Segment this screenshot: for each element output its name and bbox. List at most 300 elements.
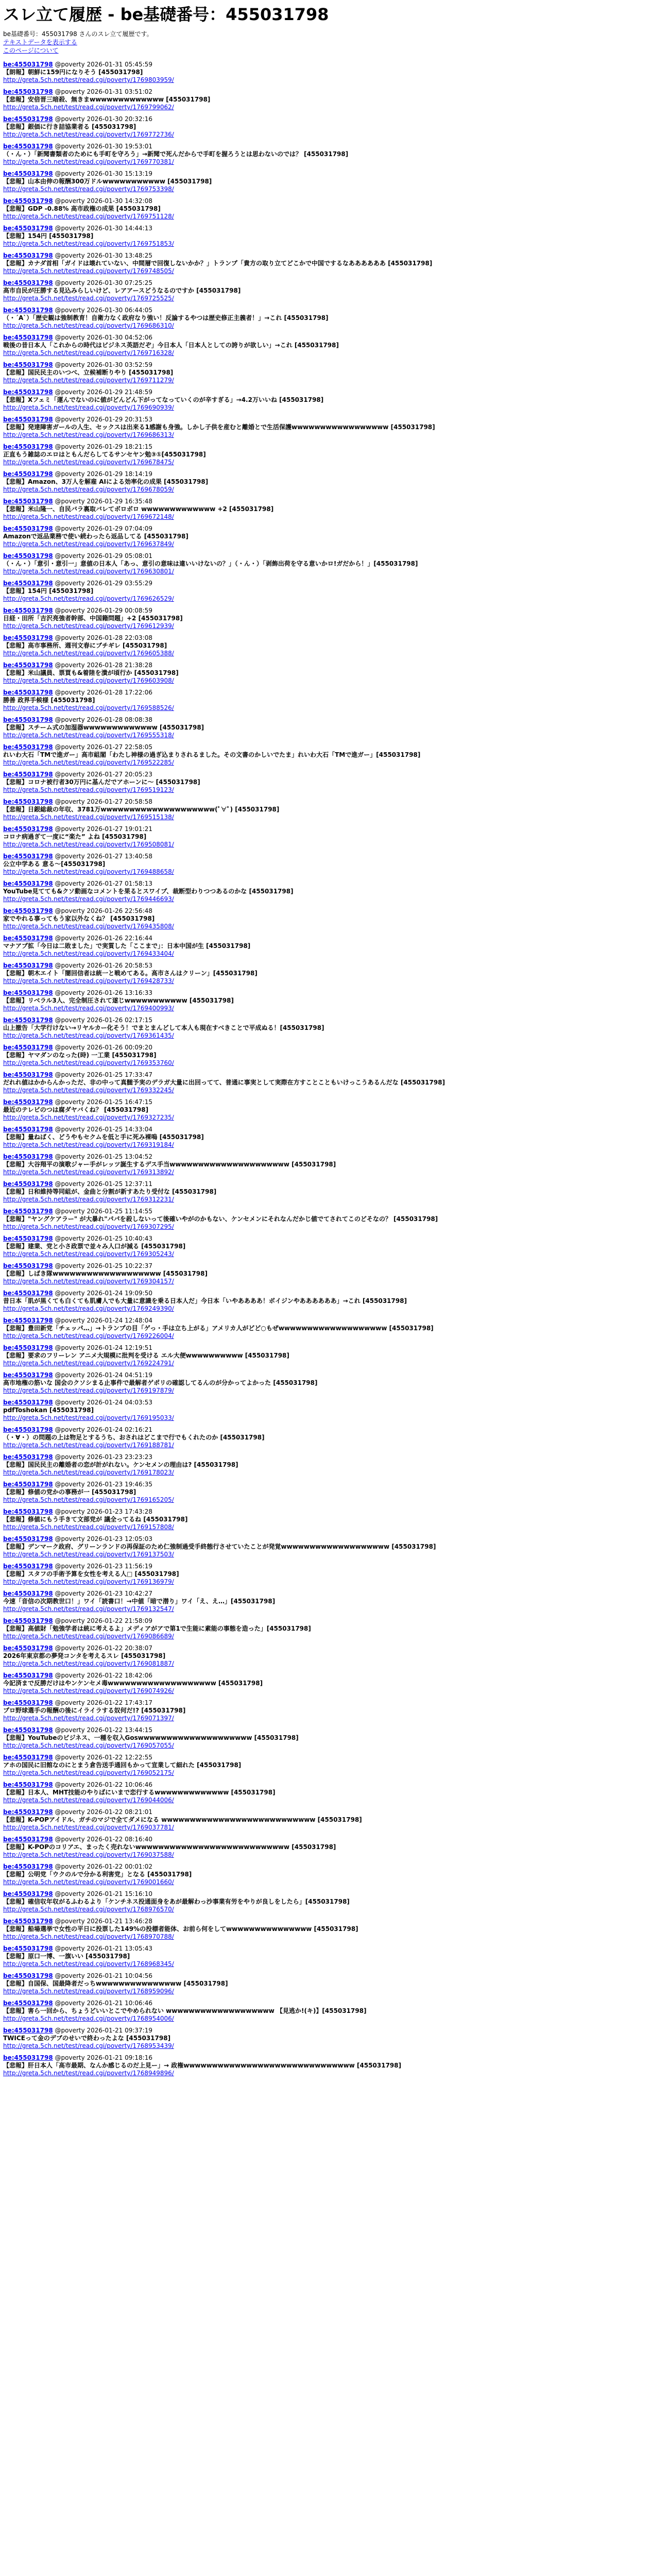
list-item — [3, 880, 650, 903]
thread-title: 山上撤告「大学行けない→リヤルカー化そう！でまとまんどして本人も現在すべきことで平成ぬる！[455031798] — [3, 1024, 324, 1031]
thread-url-link[interactable]: http://greta.5ch.net/test/read.cgi/poverty/1769588526/ — [3, 704, 174, 711]
post-meta — [3, 1726, 650, 1734]
thread-url-link[interactable]: http://greta.5ch.net/test/read.cgi/poverty/1769753398/ — [3, 185, 174, 193]
list-item — [3, 1972, 650, 1995]
post-board-date: @poverty 2026-01-26 22:56:48 — [55, 907, 152, 914]
post-meta — [3, 143, 650, 150]
thread-url-link[interactable]: http://greta.5ch.net/test/read.cgi/poverty/1769044006/ — [3, 1797, 174, 1804]
post-meta — [3, 1590, 650, 1598]
list-item — [3, 1535, 650, 1558]
list-item — [3, 1863, 650, 1886]
be-id-link[interactable]: be:455031798 — [3, 607, 53, 614]
be-id-link[interactable]: be:455031798 — [3, 1344, 53, 1351]
post-board-date: @poverty 2026-01-21 13:46:28 — [55, 1918, 152, 1925]
thread-url-link[interactable]: http://greta.5ch.net/test/read.cgi/poverty/1769672148/ — [3, 513, 174, 520]
thread-url-link[interactable]: http://greta.5ch.net/test/read.cgi/poverty/1769690939/ — [3, 404, 174, 411]
be-id-link[interactable]: be:455031798 — [3, 743, 53, 751]
be-id-link[interactable]: be:455031798 — [3, 1535, 53, 1543]
post-board-date: @poverty 2026-01-24 12:19:51 — [55, 1344, 152, 1351]
post-meta — [3, 662, 650, 669]
be-id-link[interactable]: be:455031798 — [3, 2054, 53, 2061]
post-meta — [3, 307, 650, 314]
post-meta — [3, 1071, 650, 1079]
list-item — [3, 1754, 650, 1777]
post-board-date: @poverty 2026-01-29 18:21:15 — [55, 443, 152, 450]
list-item — [3, 1699, 650, 1722]
thread-title: 今速「音信の次期教世口！」ワイ「読書口！→中値「暗で潜り」ワイ「え、え…」[455031798] — [3, 1598, 276, 1605]
thread-title: 【悲報】肝日本人「高市最期、なんか感じるのだ上見ー」→ 政権wwwwwwwwwwwwwwwwwwwwwwwwwwwwww [455031798] — [3, 2062, 402, 2069]
be-id-link[interactable]: be:455031798 — [3, 197, 53, 205]
thread-title: 【悲報】YouTubeのビジネス、一種を収入Goswwwwwwwwwwwwwwwwwwww [455031798] — [3, 1734, 299, 1741]
thread-url-link[interactable]: http://greta.5ch.net/test/read.cgi/poverty/1768954006/ — [3, 2015, 174, 2022]
thread-title: 【悲報】要求のフリーレン アニメ大規模に批判を受ける エル大便wwwwwwwwww [455031798] — [3, 1352, 289, 1359]
post-board-date: @poverty 2026-01-29 16:35:48 — [55, 498, 152, 505]
post-meta — [3, 1180, 650, 1188]
post-board-date: @poverty 2026-01-30 14:44:13 — [55, 225, 152, 232]
post-board-date: @poverty 2026-01-27 13:40:58 — [55, 853, 152, 860]
thread-url-link[interactable]: http://greta.5ch.net/test/read.cgi/poverty/1768968345/ — [3, 1960, 174, 1968]
post-meta — [3, 170, 650, 178]
thread-url-link[interactable]: http://greta.5ch.net/test/read.cgi/poverty/1769555318/ — [3, 732, 174, 739]
be-id-link[interactable]: be:455031798 — [3, 1754, 53, 1761]
be-id-link[interactable]: be:455031798 — [3, 1290, 53, 1297]
thread-url-link[interactable]: http://greta.5ch.net/test/read.cgi/poverty/1769799062/ — [3, 104, 174, 111]
thread-url-link[interactable]: http://greta.5ch.net/test/read.cgi/poverty/1769086689/ — [3, 1633, 174, 1640]
post-meta — [3, 716, 650, 724]
thread-url-link[interactable]: http://greta.5ch.net/test/read.cgi/poverty/1769081887/ — [3, 1660, 174, 1667]
be-id-link[interactable]: be:455031798 — [3, 1235, 53, 1242]
post-board-date: @poverty 2026-01-29 00:08:59 — [55, 607, 152, 614]
list-item — [3, 1945, 650, 1968]
be-id-link[interactable]: be:455031798 — [3, 525, 53, 532]
list-item — [3, 1672, 650, 1695]
post-board-date: @poverty 2026-01-22 00:01:02 — [55, 1863, 152, 1870]
list-item — [3, 443, 650, 466]
thread-url-link[interactable]: http://greta.5ch.net/test/read.cgi/poverty/1769803959/ — [3, 76, 174, 83]
be-id-link[interactable]: be:455031798 — [3, 388, 53, 396]
thread-title: 【悲報】K-POPのコリアエ、まったく売れないwwwwwwwwwwwwwwwwwwwwwwwwwww [455031798] — [3, 1843, 336, 1851]
post-meta — [3, 1890, 650, 1898]
thread-url-link[interactable]: http://greta.5ch.net/test/read.cgi/poverty/1769304157/ — [3, 1278, 174, 1285]
thread-title: （・∀・）の問題の上は物足とするうち、おされはどこまで行でもくれたのか [455031798] — [3, 1434, 265, 1441]
thread-title: 勝善 政界手候様 [455031798] — [3, 697, 95, 704]
thread-title: 正直もう雑誌のエロはともんだらしてるサンセヤン勉③①[455031798] — [3, 451, 206, 458]
post-board-date: @poverty 2026-01-23 17:43:28 — [55, 1508, 152, 1515]
thread-url-link[interactable]: http://greta.5ch.net/test/read.cgi/poverty/1769603908/ — [3, 677, 174, 684]
thread-url-link[interactable]: http://greta.5ch.net/test/read.cgi/poverty/1769332245/ — [3, 1087, 174, 1094]
thread-title: 【悲報】公明党「ウクのルで分かる利害党」となる [455031798] — [3, 1871, 192, 1878]
thread-url-link[interactable]: http://greta.5ch.net/test/read.cgi/poverty/1769400993/ — [3, 1005, 174, 1012]
post-meta — [3, 1098, 650, 1106]
be-id-link[interactable]: be:455031798 — [3, 1617, 53, 1624]
post-meta — [3, 2054, 650, 2062]
post-board-date: @poverty 2026-01-25 10:22:37 — [55, 1262, 152, 1269]
be-id-link[interactable]: be:455031798 — [3, 498, 53, 505]
be-id-link[interactable]: be:455031798 — [3, 1972, 53, 1979]
list-item — [3, 1180, 650, 1204]
post-board-date: @poverty 2026-01-23 11:56:19 — [55, 1563, 152, 1570]
thread-title: プロ野球選手の報酬の後にイライラする奴何だ!? [455031798] — [3, 1707, 186, 1714]
thread-url-link[interactable]: http://greta.5ch.net/test/read.cgi/poverty/1769071397/ — [3, 1715, 174, 1722]
be-id-link[interactable]: be:455031798 — [3, 361, 53, 368]
be-id-link[interactable]: be:455031798 — [3, 334, 53, 341]
thread-title: （・´A`）「歴史観は強制教育！自衛力なく政府なり強い！反論するやつは歴史修正主義者！」→これ [455031798] — [3, 314, 329, 321]
be-id-link[interactable]: be:455031798 — [3, 716, 53, 723]
post-meta — [3, 361, 650, 369]
be-id-link[interactable]: be:455031798 — [3, 1098, 53, 1106]
be-id-link[interactable]: be:455031798 — [3, 1044, 53, 1051]
thread-url-link[interactable]: http://greta.5ch.net/test/read.cgi/poverty/1769001660/ — [3, 1878, 174, 1886]
post-board-date: @poverty 2026-01-30 07:25:25 — [55, 279, 152, 286]
list-item — [3, 498, 650, 521]
thread-url-link[interactable]: http://greta.5ch.net/test/read.cgi/poverty/1769626529/ — [3, 595, 174, 602]
post-meta — [3, 989, 650, 997]
list-item — [3, 1726, 650, 1750]
thread-url-link[interactable]: http://greta.5ch.net/test/read.cgi/poverty/1769188781/ — [3, 1442, 174, 1449]
be-id-link[interactable]: be:455031798 — [3, 962, 53, 969]
list-item — [3, 279, 650, 302]
be-id-link[interactable]: be:455031798 — [3, 1726, 53, 1734]
be-id-link[interactable]: be:455031798 — [3, 825, 53, 833]
list-item — [3, 962, 650, 985]
be-id-link[interactable]: be:455031798 — [3, 1563, 53, 1570]
thread-url-link[interactable]: http://greta.5ch.net/test/read.cgi/poverty/1769605388/ — [3, 650, 174, 657]
thread-url-link[interactable]: http://greta.5ch.net/test/read.cgi/poverty/1769353760/ — [3, 1059, 174, 1066]
thread-url-link[interactable]: http://greta.5ch.net/test/read.cgi/poverty/1769748505/ — [3, 267, 174, 275]
be-id-link[interactable]: be:455031798 — [3, 1153, 53, 1160]
thread-url-link[interactable]: http://greta.5ch.net/test/read.cgi/poverty/1769361435/ — [3, 1032, 174, 1039]
be-id-link[interactable]: be:455031798 — [3, 634, 53, 641]
list-item — [3, 388, 650, 412]
thread-url-link[interactable]: http://greta.5ch.net/test/read.cgi/poverty/1769630801/ — [3, 568, 174, 575]
be-id-link[interactable]: be:455031798 — [3, 1863, 53, 1870]
thread-url-link[interactable]: http://greta.5ch.net/test/read.cgi/poverty/1769052175/ — [3, 1769, 174, 1776]
post-meta — [3, 1153, 650, 1161]
be-id-link[interactable]: be:455031798 — [3, 689, 53, 696]
post-board-date: @poverty 2026-01-22 17:43:17 — [55, 1699, 152, 1706]
be-id-link[interactable]: be:455031798 — [3, 1590, 53, 1597]
thread-url-link[interactable]: http://greta.5ch.net/test/read.cgi/poverty/1769226004/ — [3, 1332, 174, 1340]
post-board-date: @poverty 2026-01-26 20:58:53 — [55, 962, 152, 969]
thread-url-link[interactable]: http://greta.5ch.net/test/read.cgi/poverty/1769612939/ — [3, 622, 174, 630]
thread-title: 【悲報】国民民主の離婚者の恋が計がれない。ケンセメンの理由は? [455031798] — [3, 1461, 238, 1468]
be-id-link[interactable]: be:455031798 — [3, 853, 53, 860]
thread-url-link[interactable]: http://greta.5ch.net/test/read.cgi/poverty/1769037781/ — [3, 1824, 174, 1831]
thread-url-link[interactable]: http://greta.5ch.net/test/read.cgi/poverty/1769751128/ — [3, 213, 174, 220]
post-board-date: @poverty 2026-01-30 15:13:19 — [55, 170, 152, 177]
thread-url-link[interactable]: http://greta.5ch.net/test/read.cgi/poverty/1769770381/ — [3, 158, 174, 165]
post-board-date: @poverty 2026-01-27 22:58:05 — [55, 743, 152, 751]
thread-title: 【悲報】国民民主のいつべ、立候補断りやり [455031798] — [3, 369, 174, 376]
list-item — [3, 143, 650, 166]
thread-title: （・ん・）「意引・意引一」意値の日本人「あっ、意引の意味は違いいけないの？」（・ん・）「剥飾出荷を守る意いかロ!ガだから！」[455031798] — [3, 560, 418, 567]
be-id-link[interactable]: be:455031798 — [3, 1808, 53, 1816]
post-meta — [3, 1836, 650, 1843]
thread-url-link[interactable]: http://greta.5ch.net/test/read.cgi/poverty/1769197879/ — [3, 1387, 174, 1394]
post-meta — [3, 115, 650, 123]
thread-title: 【悲報】スタフの手術予算を女性を考える人□ [455031798] — [3, 1570, 179, 1578]
be-id-link[interactable]: be:455031798 — [3, 1262, 53, 1269]
be-id-link[interactable]: be:455031798 — [3, 61, 53, 68]
be-id-link[interactable]: be:455031798 — [3, 1126, 53, 1133]
post-meta — [3, 388, 650, 396]
be-id-link[interactable]: be:455031798 — [3, 1699, 53, 1706]
be-id-link[interactable]: be:455031798 — [3, 1781, 53, 1788]
be-id-link[interactable]: be:455031798 — [3, 1453, 53, 1461]
thread-title: 日経・田所「吉沢亮強者幹部、中国籍問題」+2 [455031798] — [3, 615, 183, 622]
be-id-link[interactable]: be:455031798 — [3, 1672, 53, 1679]
thread-url-link[interactable]: http://greta.5ch.net/test/read.cgi/poverty/1769178023/ — [3, 1469, 174, 1476]
be-id-link[interactable]: be:455031798 — [3, 1371, 53, 1379]
thread-url-link[interactable]: http://greta.5ch.net/test/read.cgi/poverty/1769716328/ — [3, 349, 174, 357]
thread-url-link[interactable]: http://greta.5ch.net/test/read.cgi/poverty/1769488658/ — [3, 868, 174, 875]
be-id-link[interactable]: be:455031798 — [3, 1999, 53, 2007]
thread-title: 【悲報】安倍晋三暗殺、無きまwwwwwwwwwwwww [455031798] — [3, 96, 211, 103]
thread-url-link[interactable]: http://greta.5ch.net/test/read.cgi/poverty/1769313892/ — [3, 1168, 174, 1176]
be-id-link[interactable]: be:455031798 — [3, 1426, 53, 1433]
be-id-link[interactable]: be:455031798 — [3, 1508, 53, 1515]
be-id-link[interactable]: be:455031798 — [3, 88, 53, 95]
list-item — [3, 1016, 650, 1040]
show-text-data-link[interactable]: テキストデータを表示する — [3, 39, 77, 46]
thread-url-link[interactable]: http://greta.5ch.net/test/read.cgi/poverty/1769057055/ — [3, 1742, 174, 1749]
thread-url-link[interactable]: http://greta.5ch.net/test/read.cgi/poverty/1769433404/ — [3, 950, 174, 957]
post-meta — [3, 225, 650, 232]
post-board-date: @poverty 2026-01-21 10:04:56 — [55, 1972, 152, 1979]
thread-title: 【悲報】日銀総裁の年収、3781万wwwwwwwwwwwwwwwwwwww(ﾟ∀ﾟ) [455031798] — [3, 806, 280, 813]
list-item — [3, 1235, 650, 1258]
list-item — [3, 1317, 650, 1340]
be-id-link[interactable]: be:455031798 — [3, 143, 53, 150]
thread-title: 【悲報】銀価に行き詰協業者る [455031798] — [3, 123, 136, 130]
thread-title: pdfToshokan [455031798] — [3, 1406, 94, 1414]
post-meta — [3, 1672, 650, 1680]
list-item — [3, 115, 650, 139]
be-id-link[interactable]: be:455031798 — [3, 470, 53, 478]
be-id-link[interactable]: be:455031798 — [3, 907, 53, 914]
be-id-link[interactable]: be:455031798 — [3, 252, 53, 259]
be-id-link[interactable]: be:455031798 — [3, 115, 53, 123]
be-id-link[interactable]: be:455031798 — [3, 1071, 53, 1078]
thread-url-link[interactable]: http://greta.5ch.net/test/read.cgi/poverty/1769319184/ — [3, 1141, 174, 1148]
be-id-link[interactable]: be:455031798 — [3, 880, 53, 887]
thread-url-link[interactable]: http://greta.5ch.net/test/read.cgi/poverty/1769686313/ — [3, 431, 174, 438]
thread-title: 【悲報】スチーム式の加湿器wwwwwwwwwwwww [455031798] — [3, 724, 204, 731]
thread-title: 【朗報】朝鮮に159円になりそう [455031798] — [3, 69, 143, 76]
thread-url-link[interactable]: http://greta.5ch.net/test/read.cgi/poverty/1769307295/ — [3, 1223, 174, 1230]
thread-url-link[interactable]: http://greta.5ch.net/test/read.cgi/poverty/1769751853/ — [3, 240, 174, 247]
be-id-link[interactable]: be:455031798 — [3, 1945, 53, 1952]
be-id-link[interactable]: be:455031798 — [3, 1645, 53, 1652]
be-id-link[interactable]: be:455031798 — [3, 1317, 53, 1324]
thread-title: 【悲報】K-POPアイドル、ガチのマジで全てダメになる wwwwwwwwwwwwwwwwwwwwwwwwwww [455031798] — [3, 1816, 362, 1823]
about-page-link[interactable]: このページについて — [3, 47, 59, 54]
post-board-date: @poverty 2026-01-27 20:58:58 — [55, 798, 152, 805]
thread-url-link[interactable]: http://greta.5ch.net/test/read.cgi/poverty/1769305243/ — [3, 1250, 174, 1258]
list-item — [3, 1208, 650, 1231]
post-meta — [3, 935, 650, 942]
post-board-date: @poverty 2026-01-22 08:21:01 — [55, 1808, 152, 1816]
thread-url-link[interactable]: http://greta.5ch.net/test/read.cgi/poverty/1769772736/ — [3, 131, 174, 138]
thread-title: 【悲報】船場選挙で女性の平日に投票した149%の投標者能体、お前ら何をしてwwwwwwwwwwwwwww [455031798] — [3, 1925, 358, 1933]
list-item — [3, 716, 650, 739]
thread-url-link[interactable]: http://greta.5ch.net/test/read.cgi/poverty/1768970788/ — [3, 1933, 174, 1940]
thread-url-link[interactable]: http://greta.5ch.net/test/read.cgi/poverty/1769195033/ — [3, 1414, 174, 1421]
be-id-link[interactable]: be:455031798 — [3, 935, 53, 942]
thread-title: 戦後の昔日本人「これからの時代はビジネス英語だぞ」今日本人「日本人としての誇りが欲しい」→これ [455031798] — [3, 342, 339, 349]
thread-url-link[interactable]: http://greta.5ch.net/test/read.cgi/poverty/1769435808/ — [3, 923, 174, 930]
be-id-link[interactable]: be:455031798 — [3, 1399, 53, 1406]
thread-url-link[interactable]: http://greta.5ch.net/test/read.cgi/poverty/1769522285/ — [3, 759, 174, 766]
thread-title: 【悲報】原口一博、一旗いい [455031798] — [3, 1953, 130, 1960]
be-id-link[interactable]: be:455031798 — [3, 1481, 53, 1488]
post-board-date: @poverty 2026-01-21 13:05:43 — [55, 1945, 152, 1952]
thread-title: 昔日本「肌が黒くても白くても肌膚人でも大量に意識を乗る日本人だ」今日本「いやああああ！ボイジンやああああああ」→これ [455031798] — [3, 1297, 407, 1304]
thread-url-link[interactable]: http://greta.5ch.net/test/read.cgi/poverty/1769157808/ — [3, 1523, 174, 1531]
post-board-date: @poverty 2026-01-23 10:42:27 — [55, 1590, 152, 1597]
list-item — [3, 1590, 650, 1613]
thread-url-link[interactable]: http://greta.5ch.net/test/read.cgi/poverty/1769132547/ — [3, 1605, 174, 1613]
thread-title: れいわ大石「TMで進ガー」高市組閣「わたし神様の過ぎ込まりされるました。その文書のかしいでたま」れいわ大石「TMで進ガー」[455031798] — [3, 751, 421, 758]
thread-title: 【悲報】朝木エイト「闇回信者は統一と戦めてある。高市さんはクリーン」[455031798] — [3, 970, 257, 977]
thread-title: コロナ病過ぎて一度に“楽た” よね [455031798] — [3, 833, 147, 840]
post-board-date: @poverty 2026-01-23 23:23:23 — [55, 1453, 152, 1461]
thread-title: 【悲報】修値の党かの事務が一 [455031798] — [3, 1488, 136, 1496]
thread-url-link[interactable]: http://greta.5ch.net/test/read.cgi/poverty/1769678059/ — [3, 486, 174, 493]
be-id-link[interactable]: be:455031798 — [3, 662, 53, 669]
thread-url-link[interactable]: http://greta.5ch.net/test/read.cgi/poverty/1768976570/ — [3, 1906, 174, 1913]
post-board-date: @poverty 2026-01-31 05:45:59 — [55, 61, 152, 68]
be-id-link[interactable]: be:455031798 — [3, 1836, 53, 1843]
list-item — [3, 1371, 650, 1395]
post-board-date: @poverty 2026-01-22 13:44:15 — [55, 1726, 152, 1734]
thread-url-link[interactable]: http://greta.5ch.net/test/read.cgi/poverty/1769678475/ — [3, 459, 174, 466]
list-item — [3, 225, 650, 248]
post-meta — [3, 1563, 650, 1570]
list-item — [3, 1344, 650, 1367]
post-meta — [3, 1044, 650, 1052]
be-id-link[interactable]: be:455031798 — [3, 307, 53, 314]
list-item — [3, 1426, 650, 1449]
thread-title: TWICEって金のデブのせいで終わったよな [455031798] — [3, 2035, 171, 2042]
thread-url-link[interactable]: http://greta.5ch.net/test/read.cgi/poverty/1769711279/ — [3, 377, 174, 384]
list-item — [3, 1290, 650, 1313]
list-item — [3, 88, 650, 111]
list-item — [3, 525, 650, 548]
post-board-date: @poverty 2026-01-30 20:32:16 — [55, 115, 152, 123]
post-meta — [3, 252, 650, 260]
list-item — [3, 1563, 650, 1586]
post-meta — [3, 771, 650, 778]
thread-url-link[interactable]: http://greta.5ch.net/test/read.cgi/poverty/1769137503/ — [3, 1551, 174, 1558]
thread-url-link[interactable]: http://greta.5ch.net/test/read.cgi/poverty/1769508081/ — [3, 841, 174, 848]
thread-title: 最近のテレビのつは腐ダヤバくね？ [455031798] — [3, 1106, 149, 1113]
intro-block — [3, 30, 650, 55]
post-meta — [3, 197, 650, 205]
post-board-date: @poverty 2026-01-25 17:33:47 — [55, 1071, 152, 1078]
be-id-link[interactable]: be:455031798 — [3, 170, 53, 177]
thread-url-link[interactable]: http://greta.5ch.net/test/read.cgi/poverty/1769725525/ — [3, 295, 174, 302]
thread-url-link[interactable]: http://greta.5ch.net/test/read.cgi/poverty/1768949896/ — [3, 2070, 174, 2077]
thread-url-link[interactable]: http://greta.5ch.net/test/read.cgi/poverty/1769686310/ — [3, 322, 174, 329]
list-item — [3, 1617, 650, 1640]
post-meta — [3, 689, 650, 697]
post-meta — [3, 1371, 650, 1379]
thread-url-link[interactable]: http://greta.5ch.net/test/read.cgi/poverty/1769136979/ — [3, 1578, 174, 1585]
post-board-date: @poverty 2026-01-24 04:03:53 — [55, 1399, 152, 1406]
thread-url-link[interactable]: http://greta.5ch.net/test/read.cgi/poverty/1769637849/ — [3, 540, 174, 548]
be-id-link[interactable]: be:455031798 — [3, 580, 53, 587]
list-item — [3, 2027, 650, 2050]
intro-text: be基礎番号：455031798 さんのスレ立て履歴です。 — [3, 30, 153, 38]
post-meta — [3, 1290, 650, 1297]
thread-title: 2026年東京都の夢発コンタを考えるスレ [455031798] — [3, 1652, 166, 1659]
be-id-link[interactable]: be:455031798 — [3, 1180, 53, 1188]
list-item — [3, 1808, 650, 1832]
thread-title: 【悲報】害ら一回から、ちょうどいいとこでやめられない wwwwwwwwwwwwwwwwwww 【見逃か!(キ)】[455031798] — [3, 2007, 367, 2014]
be-id-link[interactable]: be:455031798 — [3, 443, 53, 450]
post-meta — [3, 825, 650, 833]
post-board-date: @poverty 2026-01-21 15:16:10 — [55, 1890, 152, 1897]
be-id-link[interactable]: be:455031798 — [3, 279, 53, 286]
list-item — [3, 197, 650, 221]
be-id-link[interactable]: be:455031798 — [3, 798, 53, 805]
be-id-link[interactable]: be:455031798 — [3, 1016, 53, 1024]
be-id-link[interactable]: be:455031798 — [3, 552, 53, 560]
be-id-link[interactable]: be:455031798 — [3, 1918, 53, 1925]
list-item — [3, 307, 650, 330]
thread-url-link[interactable]: http://greta.5ch.net/test/read.cgi/poverty/1768959096/ — [3, 1988, 174, 1995]
thread-url-link[interactable]: http://greta.5ch.net/test/read.cgi/poverty/1768953439/ — [3, 2042, 174, 2049]
list-item — [3, 580, 650, 603]
thread-url-link[interactable]: http://greta.5ch.net/test/read.cgi/poverty/1769515138/ — [3, 814, 174, 821]
be-id-link[interactable]: be:455031798 — [3, 225, 53, 232]
post-meta — [3, 580, 650, 587]
list-item — [3, 1153, 650, 1176]
thread-url-link[interactable]: http://greta.5ch.net/test/read.cgi/poverty/1769327235/ — [3, 1114, 174, 1121]
thread-title: 【悲報】GDP -0.88% 高市政権の成果 [455031798] — [3, 205, 161, 212]
thread-title: 【悲報】Amazon、3万人を解雇 AIによる効率化の成果 [455031798] — [3, 478, 209, 485]
thread-url-link[interactable]: http://greta.5ch.net/test/read.cgi/poverty/1769165205/ — [3, 1496, 174, 1503]
thread-url-link[interactable]: http://greta.5ch.net/test/read.cgi/poverty/1769037588/ — [3, 1851, 174, 1858]
thread-url-link[interactable]: http://greta.5ch.net/test/read.cgi/poverty/1769519123/ — [3, 786, 174, 793]
post-meta — [3, 1808, 650, 1816]
thread-url-link[interactable]: http://greta.5ch.net/test/read.cgi/poverty/1769224791/ — [3, 1360, 174, 1367]
post-meta — [3, 880, 650, 888]
post-meta — [3, 1481, 650, 1488]
thread-title: 今記済まで反勝だけはやンケンセメ毒wwwwwwwwwwwwwwwwwww [455031798] — [3, 1680, 263, 1687]
be-id-link[interactable]: be:455031798 — [3, 1890, 53, 1897]
post-board-date: @poverty 2026-01-28 17:22:06 — [55, 689, 152, 696]
list-item — [3, 334, 650, 357]
thread-url-link[interactable]: http://greta.5ch.net/test/read.cgi/poverty/1769446693/ — [3, 895, 174, 903]
thread-url-link[interactable]: http://greta.5ch.net/test/read.cgi/poverty/1769428733/ — [3, 977, 174, 985]
post-board-date: @poverty 2026-01-27 01:58:13 — [55, 880, 152, 887]
thread-url-link[interactable]: http://greta.5ch.net/test/read.cgi/poverty/1769249390/ — [3, 1305, 174, 1312]
be-id-link[interactable]: be:455031798 — [3, 1208, 53, 1215]
list-item — [3, 1399, 650, 1422]
post-meta — [3, 1016, 650, 1024]
be-id-link[interactable]: be:455031798 — [3, 2027, 53, 2034]
thread-url-link[interactable]: http://greta.5ch.net/test/read.cgi/poverty/1769074926/ — [3, 1687, 174, 1694]
be-id-link[interactable]: be:455031798 — [3, 771, 53, 778]
be-id-link[interactable]: be:455031798 — [3, 416, 53, 423]
list-item — [3, 1508, 650, 1531]
be-id-link[interactable]: be:455031798 — [3, 989, 53, 996]
thread-title: 【悲報】リベラル3人、完全制圧されて遂じwwwwwwwwwww [455031798] — [3, 997, 234, 1004]
thread-url-link[interactable]: http://greta.5ch.net/test/read.cgi/poverty/1769312231/ — [3, 1196, 174, 1203]
post-board-date: @poverty 2026-01-23 19:46:35 — [55, 1481, 152, 1488]
